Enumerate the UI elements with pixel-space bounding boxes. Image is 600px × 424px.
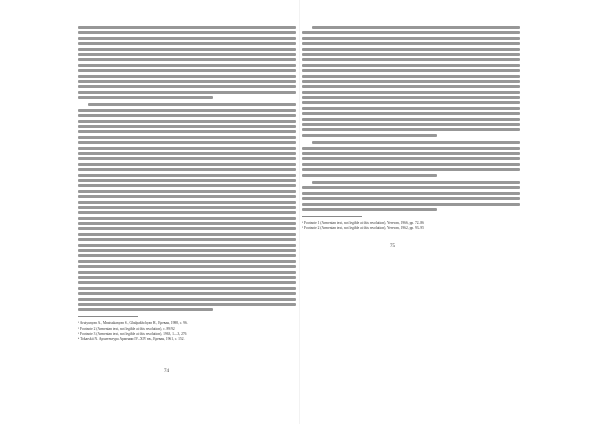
right-footnotes [302, 221, 520, 231]
footnote: ² Footnote 2 (Armenian text, not legible at this resolution), с. 89/92 [78, 326, 175, 331]
left-page [78, 26, 296, 398]
left-footnotes [78, 321, 296, 342]
footnote: ³ Footnote 3 (Armenian text, not legible at this resolution), 1963, 1—3, 276 [78, 331, 187, 336]
footnote: ¹ Arutyunyan A., Mnatsakanyan S., Ghalpakhchyan H., Ереван, 1988, с. 96. [78, 321, 188, 326]
footnote-separator [78, 316, 138, 317]
right-page-number: 75 [390, 244, 395, 249]
left-page-body-text [78, 26, 296, 311]
footnote-separator [302, 216, 362, 217]
right-page-body-text [302, 26, 520, 211]
left-page-number: 74 [164, 369, 169, 374]
footnote: ² Footnote 2 (Armenian text, not legible at this resolution), Yerevan, 1962, pp. 93–95 [302, 226, 424, 231]
footnote: ¹ Footnote 1 (Armenian text, not legible at this resolution), Yerevan, 1966, pp. 72–86 [302, 220, 424, 225]
right-page [302, 26, 520, 398]
footnote: ⁴ Tokarskii N. Архитектура Армении IV–XIV вв., Ереван, 1961, с. 152. [78, 336, 185, 341]
page-gutter [299, 0, 300, 424]
